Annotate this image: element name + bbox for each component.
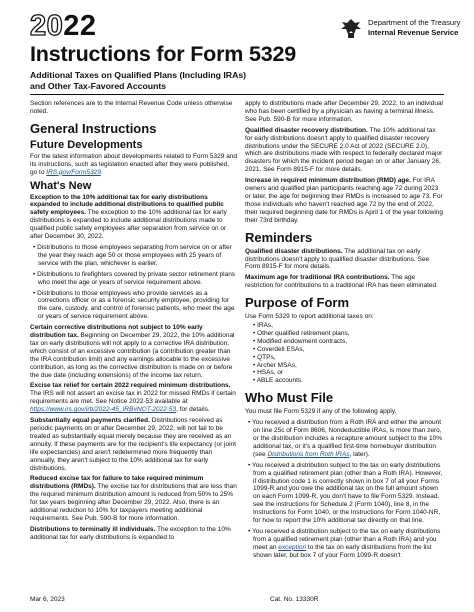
agency-line1: Department of the Treasury xyxy=(368,18,461,27)
disaster-bold: Qualified disaster recovery distribution. xyxy=(245,126,368,134)
future-text: For the latest information about developments related to Form 5329 and its instructions, such as legislation enacted after they were published, go to xyxy=(30,152,238,176)
page-title: Instructions for Form 5329 xyxy=(30,42,296,66)
disaster-paragraph xyxy=(245,127,445,174)
form5329-link[interactable]: IRS.gov/Form5329 xyxy=(46,168,101,176)
exception-text: The exception to the 10% additional tax for early distributions is expanded to include additional distributions made to qualified public safety employees after separation from service on or after December 30, 2022. xyxy=(30,209,227,241)
exception-bullet: • Distributions to those employees who provide services as a corrections officer or as a forensic security employee, providing for the care, custody, and control of forensic patients, who meet the age or years of service requirement above. xyxy=(33,289,235,321)
list-item: • HSAs, or xyxy=(253,369,284,377)
max-age-paragraph xyxy=(245,274,445,290)
page-subtitle xyxy=(30,70,246,91)
agency-line2: Internal Revenue Service xyxy=(368,27,459,37)
exception-paragraph xyxy=(30,194,238,241)
purpose-text: Use Form 5329 to report additional taxes on: xyxy=(245,313,374,321)
list-item: • Coverdell ESAs, xyxy=(253,345,305,353)
footer-catalog-number: Cat. No. 13330R xyxy=(270,596,319,603)
terminally-ill-continued: apply to distributions made after December 29, 2022, to an individual who has been certified by a physician as having a terminal illness. See Pub. 590-B for more information. xyxy=(245,100,444,123)
irs-eagle-icon xyxy=(338,17,364,39)
reduced-excise-text: The excise tax for distributions that are less than the required minimum distribution amount is reduced from 50% to 25% for tax years beginning after December 29, 2022. Also, there is an additional reduction to 10% for taxpayers meeting additional requirements. See Pub. 590-B for more information. xyxy=(30,483,237,522)
intro-text: Section references are to the Internal Revenue Code unless otherwise noted. xyxy=(30,100,233,115)
notice-link[interactable]: https://www.irs.gov/irb/2022-45_IRB#NOT-2022-53 xyxy=(30,406,177,414)
exception-bold: Exception to the 10% additional tax for early distributions expanded to include additional distributions to qualified public safety employees. xyxy=(30,193,224,217)
footer-date: Mar 6, 2023 xyxy=(30,596,65,603)
agency-block xyxy=(368,18,460,37)
future-developments-text: For the latest information about developments related to Form 5329 and its instructions, such as legislation enacted after they were published, go to IRS.gov/Form5329. xyxy=(30,152,238,176)
subtitle-line2: and Other Tax-Favored Accounts xyxy=(30,80,167,91)
future-developments-heading: Future Developments xyxy=(30,138,143,151)
exception-bullet: • Distributions to firefighters covered by private sector retirement plans who meet the age or years of service requirement above. xyxy=(33,270,236,286)
roth-ira-link[interactable]: Distributions from Roth IRAs xyxy=(267,450,350,458)
year-prefix: 20 xyxy=(30,10,64,42)
who-must-file-text: You must file Form 5329 if any of the following apply. xyxy=(245,408,397,416)
corrective-bold: Certain corrective distributions not subject to 10% early distribution tax. xyxy=(30,324,203,340)
general-instructions-heading: General Instructions xyxy=(30,120,157,136)
who-bullet-exception-tail: to the tax on early distributions from the list shown later, but box 7 of your Form 1099-R doesn't xyxy=(253,543,432,559)
who-must-file-heading: Who Must File xyxy=(245,390,334,406)
rmd-age-paragraph xyxy=(245,177,445,224)
year-suffix: 22 xyxy=(63,10,97,42)
list-item: • Other qualified retirement plans, xyxy=(253,329,350,337)
left-column xyxy=(30,100,238,545)
corrective-paragraph xyxy=(30,324,238,379)
who-bullet-roth-text: • You received a distribution from a Roth IRA and either the amount on line 25c of Form 8606, Nondeductible IRAs, is more than zero, or the distribution includes a recapture amount subject to the 10% additional tax, or it's a qualified first-time homebuyer distribution (see xyxy=(248,419,442,458)
qualified-disaster-text: The additional tax on early distributions doesn't apply to qualified disaster distributions. See Form 8915-F for more details. xyxy=(245,247,430,271)
year-mark xyxy=(30,12,97,41)
list-item: • QTPs, xyxy=(253,353,276,361)
relief-text: The IRS will not assert an excise tax in 2022 for missed RMDs if certain requirements are met. See Notice 2022-53 available at xyxy=(30,390,236,406)
substantially-equal-paragraph xyxy=(30,417,238,472)
whats-new-heading: What's New xyxy=(30,179,92,192)
relief-bold: Excise tax relief for certain 2022 required minimum distributions. xyxy=(30,382,231,390)
relief-tail: , for details. xyxy=(176,406,210,414)
purpose-heading: Purpose of Form xyxy=(245,295,350,311)
who-bullet-exception xyxy=(245,528,445,560)
reduced-excise-paragraph xyxy=(30,475,238,522)
header-divider xyxy=(30,94,444,95)
reminders-heading: Reminders xyxy=(245,229,313,245)
max-age-text: The age restriction for contributions to a traditional IRA has been eliminated. xyxy=(245,274,438,290)
list-item: • Archer MSAs, xyxy=(253,361,297,369)
exception-bullet: • Distributions to those employees separating from service on or after the year they reach age 50 or those employees with 25 years of service with the plan, whichever is earlier. xyxy=(33,243,232,267)
terminally-ill-bold: Distributions to terminally ill individuals. xyxy=(30,525,156,533)
disaster-text: The 10% additional tax for early distributions doesn't apply to qualified disaster recovery distributions under the SECURE 2.0 Act of 2022 (SECURE 2.0), which are distributions made with respect to federally declared major disasters for which the incident period began on or after January 26, 2021. See Form 8915-F for more details. xyxy=(245,126,443,174)
qualified-disaster-paragraph xyxy=(245,248,445,272)
list-item: • Modified endowment contracts, xyxy=(253,337,348,345)
substantially-equal-bold: Substantially equal payments clarified. xyxy=(30,417,150,425)
qualified-disaster-bold: Qualified disaster distributions. xyxy=(245,247,343,255)
subtitle-line1: Additional Taxes on Qualified Plans (Including IRAs) xyxy=(30,70,247,80)
terminally-ill-text: The exception to the 10% additional tax for early distributions is expanded to xyxy=(30,525,231,541)
reduced-excise-bold: Reduced excise tax for failure to take required minimum distributions (RMDs). xyxy=(30,475,204,491)
who-bullet-roth-tail: , later). xyxy=(349,450,370,458)
who-bullet-exception-text: • You received a distribution subject to the tax on early distributions from a qualified retirement plan (other than a Roth IRA) and you meet an xyxy=(248,527,441,551)
who-bullet-early: • You received a distribution subject to the tax on early distributions from a qualified retirement plan (other than a Roth IRA). However, if distribution code 1 is correctly shown in box 7 of all your Forms 1099-R and you owe the additional tax on the full amount shown on each Form 1099-R, you don't have to file Form 5329. Instead, see the instructions for Schedule 2 (Form 1040), line 8, in the Instructions for Form 1040, or the Instructions for Form 1040-NR, for how to report the 10% additional tax directly on that line. xyxy=(248,461,443,525)
exception-link[interactable]: exception xyxy=(278,543,307,551)
max-age-bold: Maximum age for traditional IRA contributions. xyxy=(245,274,390,282)
list-item: • ABLE accounts. xyxy=(253,377,303,385)
list-item: • IRAs, xyxy=(253,322,273,330)
who-bullet-roth xyxy=(245,419,445,459)
corrective-text: Beginning on December 29, 2022, the 10% additional tax on early distributions will not apply to a corrective IRA distribution, which consist of an excessive contribution (a contribution greater than the IRA contribution limit) and any earnings allocable to the excessive contribution, as long as the corrective distribution is made on or before the due date (including extensions) of the income tax return. xyxy=(30,332,235,379)
terminally-ill-paragraph xyxy=(30,526,238,542)
rmd-age-text: For IRA owners and qualified plan participants reaching age 72 during 2023 or later, the age for beginning their RMDs is increased to age 73. For those individuals who haven't reached age 72 by the end of 2022, their required beginning date for RMDs is April 1 of the year following their 73rd birthday. xyxy=(245,177,443,224)
right-column xyxy=(245,100,445,563)
substantially-equal-text: Distributions received as periodic payments on or after December 29, 2022, will not fail to be treated as substantially equal merely because they are received as an annuity. If these payments are for the recipient's life expectancy (or joint life expectancies) and aren't redetermined more frequently than annually, they aren't subject to the 10% additional tax for early distributions. xyxy=(30,417,236,472)
relief-paragraph xyxy=(30,382,238,414)
rmd-age-bold: Increase in required minimum distribution (RMD) age. xyxy=(245,177,411,185)
